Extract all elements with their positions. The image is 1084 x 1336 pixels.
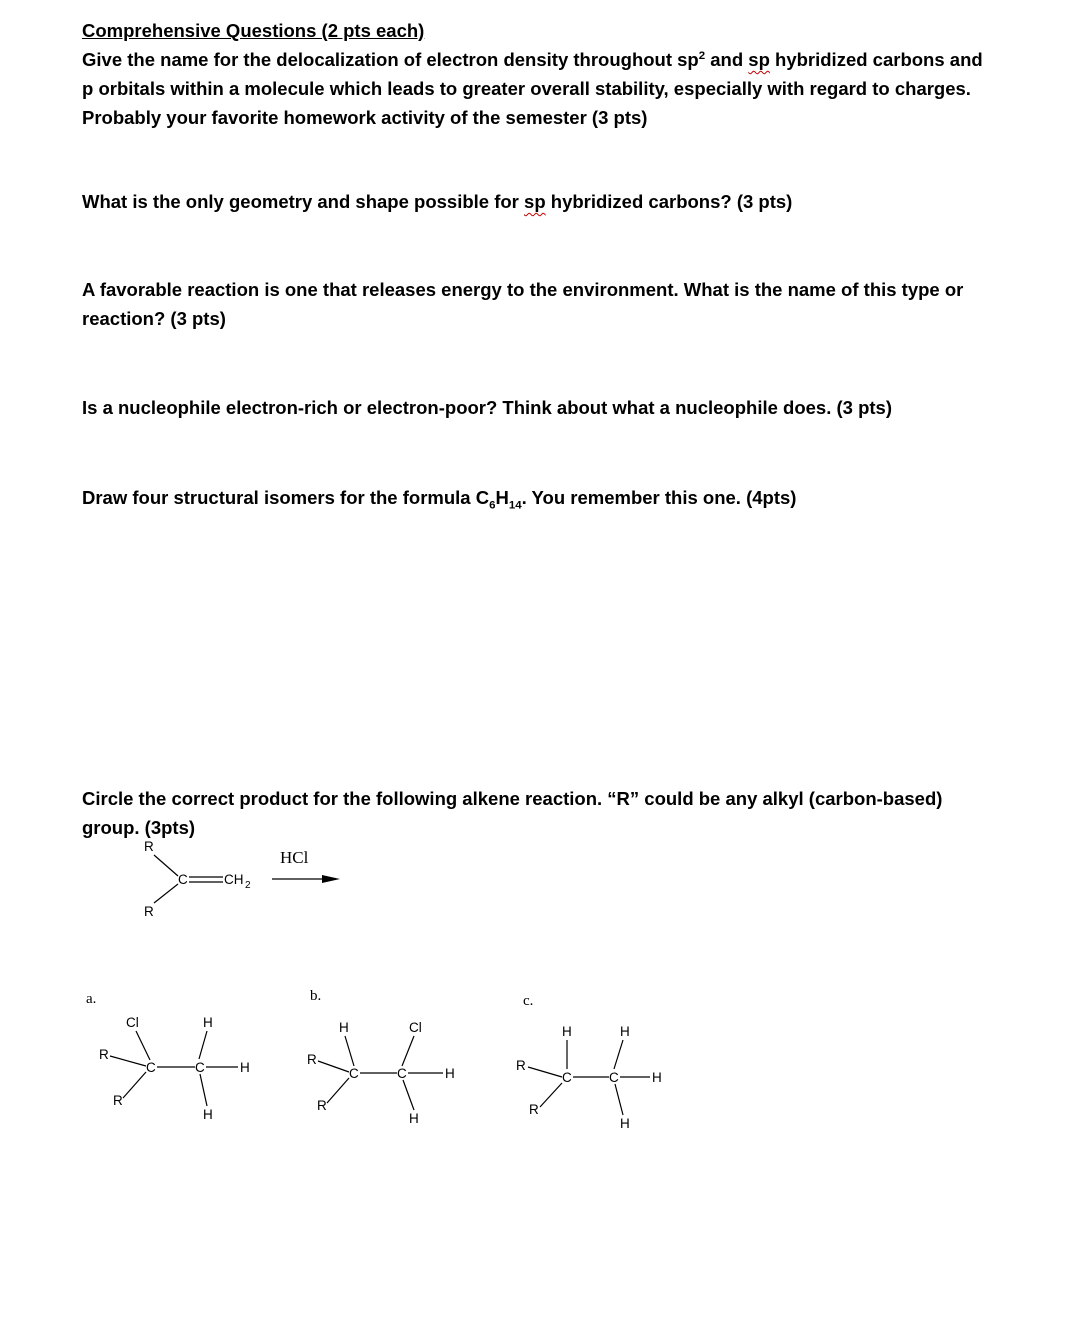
- option-b-label: b.: [310, 988, 322, 1004]
- atom-r: R: [307, 1052, 317, 1067]
- atom-r: R: [144, 839, 154, 854]
- spellcheck-word: sp: [524, 191, 546, 212]
- question-1-line-2: p orbitals within a molecule which leads to greater overall stability, especially with regard to charges.: [82, 78, 971, 99]
- atom-cl: Cl: [126, 1015, 139, 1030]
- atom-h: H: [203, 1015, 213, 1030]
- atom-c: C: [349, 1066, 359, 1081]
- atom-h: H: [203, 1107, 213, 1122]
- question-1-line-3: Probably your favorite homework activity of the semester (3 pts): [82, 107, 648, 128]
- subscript-2: 2: [245, 880, 251, 891]
- atom-c: C: [195, 1060, 205, 1075]
- atom-h: H: [445, 1066, 455, 1081]
- atom-c: C: [609, 1070, 619, 1085]
- section-title: Comprehensive Questions (2 pts each): [82, 20, 425, 41]
- reaction-arrow: [272, 848, 340, 883]
- atom-h: H: [620, 1116, 630, 1131]
- option-c[interactable]: [516, 993, 662, 1131]
- atom-h: H: [339, 1020, 349, 1035]
- question-4: Is a nucleophile electron-rich or electron-poor? Think about what a nucleophile does. (3 pts): [82, 397, 892, 418]
- option-b[interactable]: [307, 988, 455, 1126]
- atom-c: C: [562, 1070, 572, 1085]
- question-1-line-1: Give the name for the delocalization of electron density throughout $sp^2$ and sp hybridized carbons and: [82, 49, 983, 70]
- atom-r: R: [317, 1098, 327, 1113]
- spellcheck-word: sp: [748, 49, 770, 70]
- atom-c: C: [397, 1066, 407, 1081]
- arrow-head-icon: [322, 875, 340, 883]
- option-c-label: c.: [523, 993, 534, 1009]
- option-a-label: a.: [86, 991, 97, 1007]
- atom-h: H: [562, 1024, 572, 1039]
- atom-c: C: [178, 872, 188, 887]
- atom-r: R: [529, 1102, 539, 1117]
- atom-h: H: [652, 1070, 662, 1085]
- atom-ch: CH: [224, 872, 244, 887]
- atom-h: H: [620, 1024, 630, 1039]
- question-5: Draw four structural isomers for the formula $C_6H_{14}$. You remember this one. (4pts): [82, 487, 797, 512]
- question-2: What is the only geometry and shape possible for sp hybridized carbons? (3 pts): [82, 191, 793, 212]
- question-6: Circle the correct product for the following alkene reaction. “R” could be any alkyl (carbon-based) group. (3pts): [82, 788, 943, 838]
- option-a[interactable]: [86, 991, 250, 1122]
- atom-r: R: [99, 1047, 109, 1062]
- atom-cl: Cl: [409, 1020, 422, 1035]
- reactant-alkene: [144, 839, 251, 919]
- atom-c: C: [146, 1060, 156, 1075]
- atom-h: H: [409, 1111, 419, 1126]
- reagent-label: HCl: [280, 848, 309, 867]
- atom-r: R: [113, 1093, 123, 1108]
- atom-h: H: [240, 1060, 250, 1075]
- atom-r: R: [144, 904, 154, 919]
- question-3: A favorable reaction is one that releases energy to the environment. What is the name of this type or reaction? (3 pts): [82, 279, 964, 329]
- atom-r: R: [516, 1058, 526, 1073]
